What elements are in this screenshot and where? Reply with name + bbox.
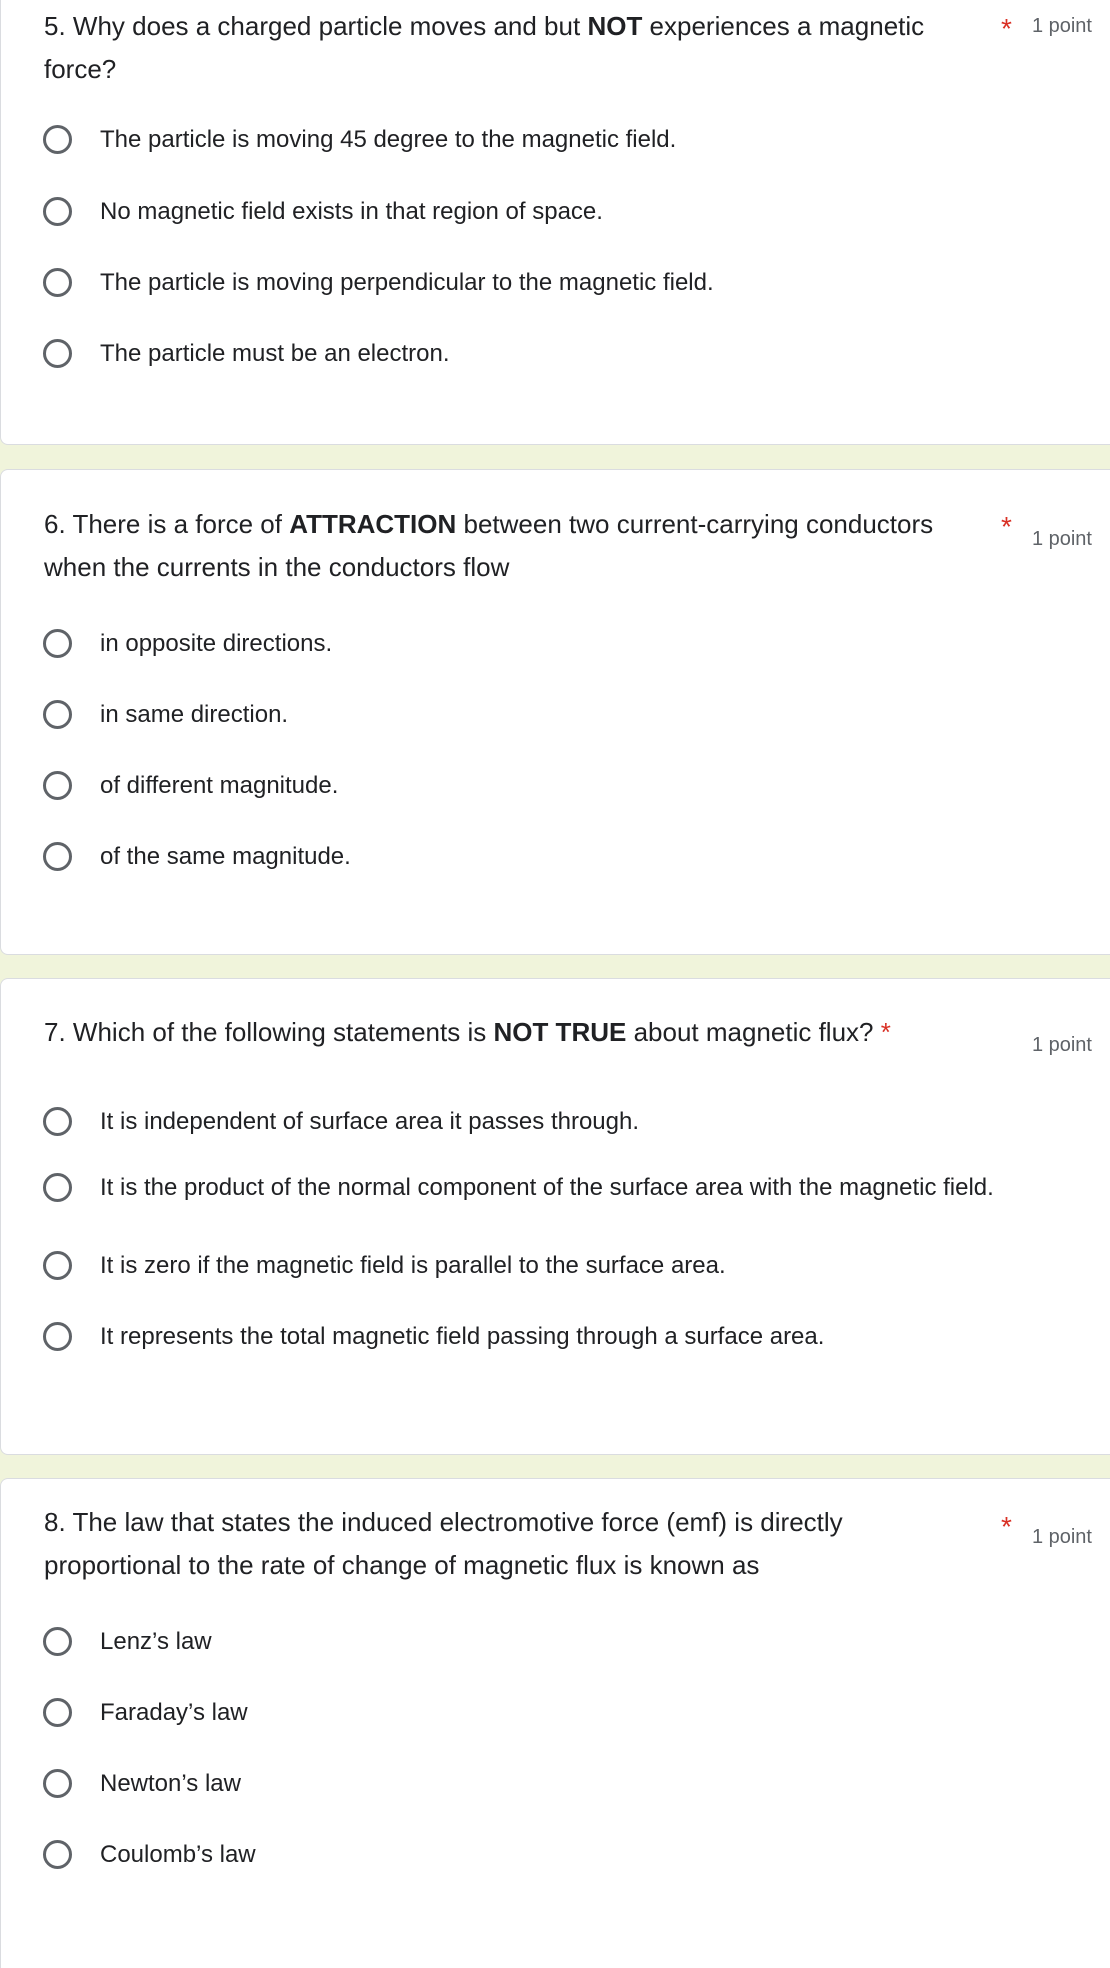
radio-circle-icon[interactable] <box>43 842 72 871</box>
question-card-7 <box>0 978 1110 1455</box>
option-label: The particle must be an electron. <box>100 340 450 367</box>
question-title-7: 7. Which of the following statements is NOT TRUE about magnetic flux? * <box>44 1017 891 1047</box>
radio-circle-icon[interactable] <box>43 125 72 154</box>
option-label: It is the product of the normal component of the surface area with the magnetic field. <box>100 1174 994 1201</box>
option-label: in same direction. <box>100 701 289 728</box>
option-label: of the same magnitude. <box>100 843 351 870</box>
option-radio[interactable] <box>43 1169 1043 1206</box>
option-radio[interactable] <box>43 1103 1043 1140</box>
option-label: No magnetic field exists in that region of space. <box>100 198 603 225</box>
points-label: 1 point <box>1031 528 1092 550</box>
option-label: It is independent of surface area it passes through. <box>100 1108 640 1135</box>
option-radio[interactable] <box>43 625 1043 662</box>
radio-circle-icon[interactable] <box>43 268 72 297</box>
option-label: Lenz’s law <box>100 1628 212 1655</box>
option-label: of different magnitude. <box>100 772 339 799</box>
radio-circle-icon[interactable] <box>43 1769 72 1798</box>
option-radio[interactable] <box>43 121 1043 158</box>
option-radio[interactable] <box>43 264 1043 301</box>
points-label: 1 point <box>1031 15 1092 37</box>
option-label: It is zero if the magnetic field is parallel to the surface area. <box>100 1252 726 1279</box>
radio-circle-icon[interactable] <box>43 1107 72 1136</box>
radio-circle-icon[interactable] <box>43 771 72 800</box>
radio-circle-icon[interactable] <box>43 1322 72 1351</box>
points-label: 1 point <box>1031 1034 1092 1056</box>
question-card-6 <box>0 469 1110 955</box>
question-card-8 <box>0 1478 1110 1968</box>
option-label: Newton’s law <box>100 1770 241 1797</box>
option-radio[interactable] <box>43 696 1043 733</box>
points-label: 1 point <box>1031 1526 1092 1548</box>
option-radio[interactable] <box>43 335 1043 372</box>
radio-circle-icon[interactable] <box>43 1698 72 1727</box>
option-label: The particle is moving perpendicular to the magnetic field. <box>100 269 714 296</box>
option-radio[interactable] <box>43 1318 1043 1355</box>
option-radio[interactable] <box>43 1247 1043 1284</box>
option-label: in opposite directions. <box>100 630 333 657</box>
question-title-6: 6. There is a force of ATTRACTION between two current-carrying conductors when the currents in the conductors flow <box>44 509 934 582</box>
radio-circle-icon[interactable] <box>43 1173 72 1202</box>
option-label: It represents the total magnetic field passing through a surface area. <box>100 1323 825 1350</box>
radio-circle-icon[interactable] <box>43 1840 72 1869</box>
option-label: Faraday’s law <box>100 1699 248 1726</box>
option-label: The particle is moving 45 degree to the magnetic field. <box>100 126 677 153</box>
option-radio[interactable] <box>43 1623 1043 1660</box>
required-asterisk: * <box>880 1017 891 1047</box>
required-asterisk: * <box>1001 13 1012 44</box>
radio-circle-icon[interactable] <box>43 629 72 658</box>
radio-circle-icon[interactable] <box>43 700 72 729</box>
option-radio[interactable] <box>43 767 1043 804</box>
question-title-5: 5. Why does a charged particle moves and but NOT experiences a magnetic force? <box>44 11 925 84</box>
radio-circle-icon[interactable] <box>43 197 72 226</box>
radio-circle-icon[interactable] <box>43 339 72 368</box>
option-radio[interactable] <box>43 838 1043 875</box>
radio-circle-icon[interactable] <box>43 1627 72 1656</box>
option-radio[interactable] <box>43 193 1043 230</box>
radio-circle-icon[interactable] <box>43 1251 72 1280</box>
option-label: Coulomb’s law <box>100 1841 256 1868</box>
option-radio[interactable] <box>43 1694 1043 1731</box>
required-asterisk: * <box>1001 511 1012 542</box>
question-card-5 <box>0 0 1110 445</box>
required-asterisk: * <box>1001 1511 1012 1542</box>
question-title-8: 8. The law that states the induced electromotive force (emf) is directly proportional to the rate of change of magnetic flux is known as <box>44 1507 843 1580</box>
option-radio[interactable] <box>43 1836 1043 1873</box>
option-radio[interactable] <box>43 1765 1043 1802</box>
